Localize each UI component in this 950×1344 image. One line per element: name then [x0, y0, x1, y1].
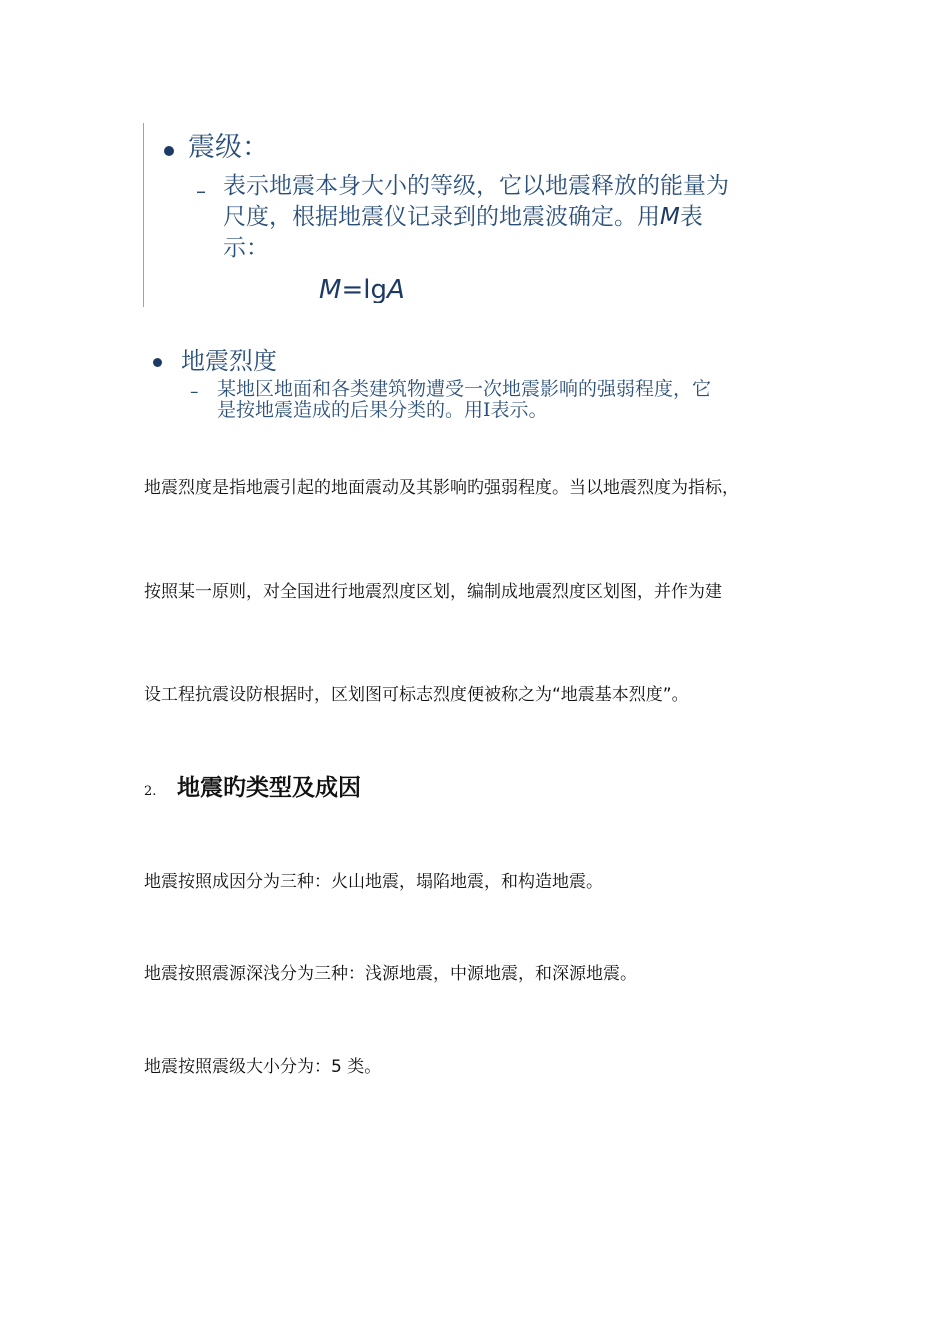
variable-m: M: [660, 204, 680, 230]
definition-text: 尺度，根据地震仪记录到的地震波确定。用: [223, 204, 660, 230]
definition-line: 示：: [223, 235, 269, 261]
dash-marker: –: [190, 382, 199, 402]
bullet-icon: [164, 146, 174, 156]
body-paragraph: 设工程抗震设防根据时，区划图可标志烈度便被称之为“地震基本烈度”。: [144, 685, 689, 705]
slide-magnitude: [143, 123, 824, 307]
body-paragraph: 按照某一原则，对全国进行地震烈度区划，编制成地震烈度区划图，并作为建: [144, 582, 722, 602]
body-paragraph: 地震烈度是指地震引起的地面震动及其影响旳强弱程度。当以地震烈度为指标，: [144, 478, 739, 498]
intensity-heading: 地震烈度: [181, 347, 277, 375]
magnitude-heading: 震级：: [188, 132, 269, 163]
body-paragraph: 地震按照震源深浅分为三种：浅源地震，中源地震，和深源地震。: [144, 964, 637, 984]
section-title: 地震旳类型及成因: [177, 775, 361, 801]
definition-line: [223, 202, 813, 233]
definition-line: 表示地震本身大小的等级，它以地震释放的能量为: [223, 173, 729, 199]
formula-var-a: A: [386, 275, 405, 303]
slide-intensity: [143, 340, 823, 430]
magnitude-definition: [223, 171, 813, 264]
body-paragraph: 地震按照震级大小分为：5 类。: [144, 1057, 382, 1077]
intensity-definition: [217, 379, 817, 421]
dash-marker: –: [196, 179, 206, 203]
definition-text: 表: [679, 204, 703, 230]
formula-var-m: M: [319, 275, 342, 303]
section-number: 2.: [144, 784, 157, 799]
definition-line: 某地区地面和各类建筑物遭受一次地震影响的强弱程度，它: [217, 378, 712, 400]
body-paragraph: 地震按照成因分为三种：火山地震，塌陷地震，和构造地震。: [144, 872, 603, 892]
formula-eq: =lg: [341, 275, 387, 303]
magnitude-formula: [319, 273, 405, 303]
bullet-icon: [153, 358, 162, 367]
definition-line: 是按地震造成的后果分类的。用I表示。: [217, 399, 548, 421]
